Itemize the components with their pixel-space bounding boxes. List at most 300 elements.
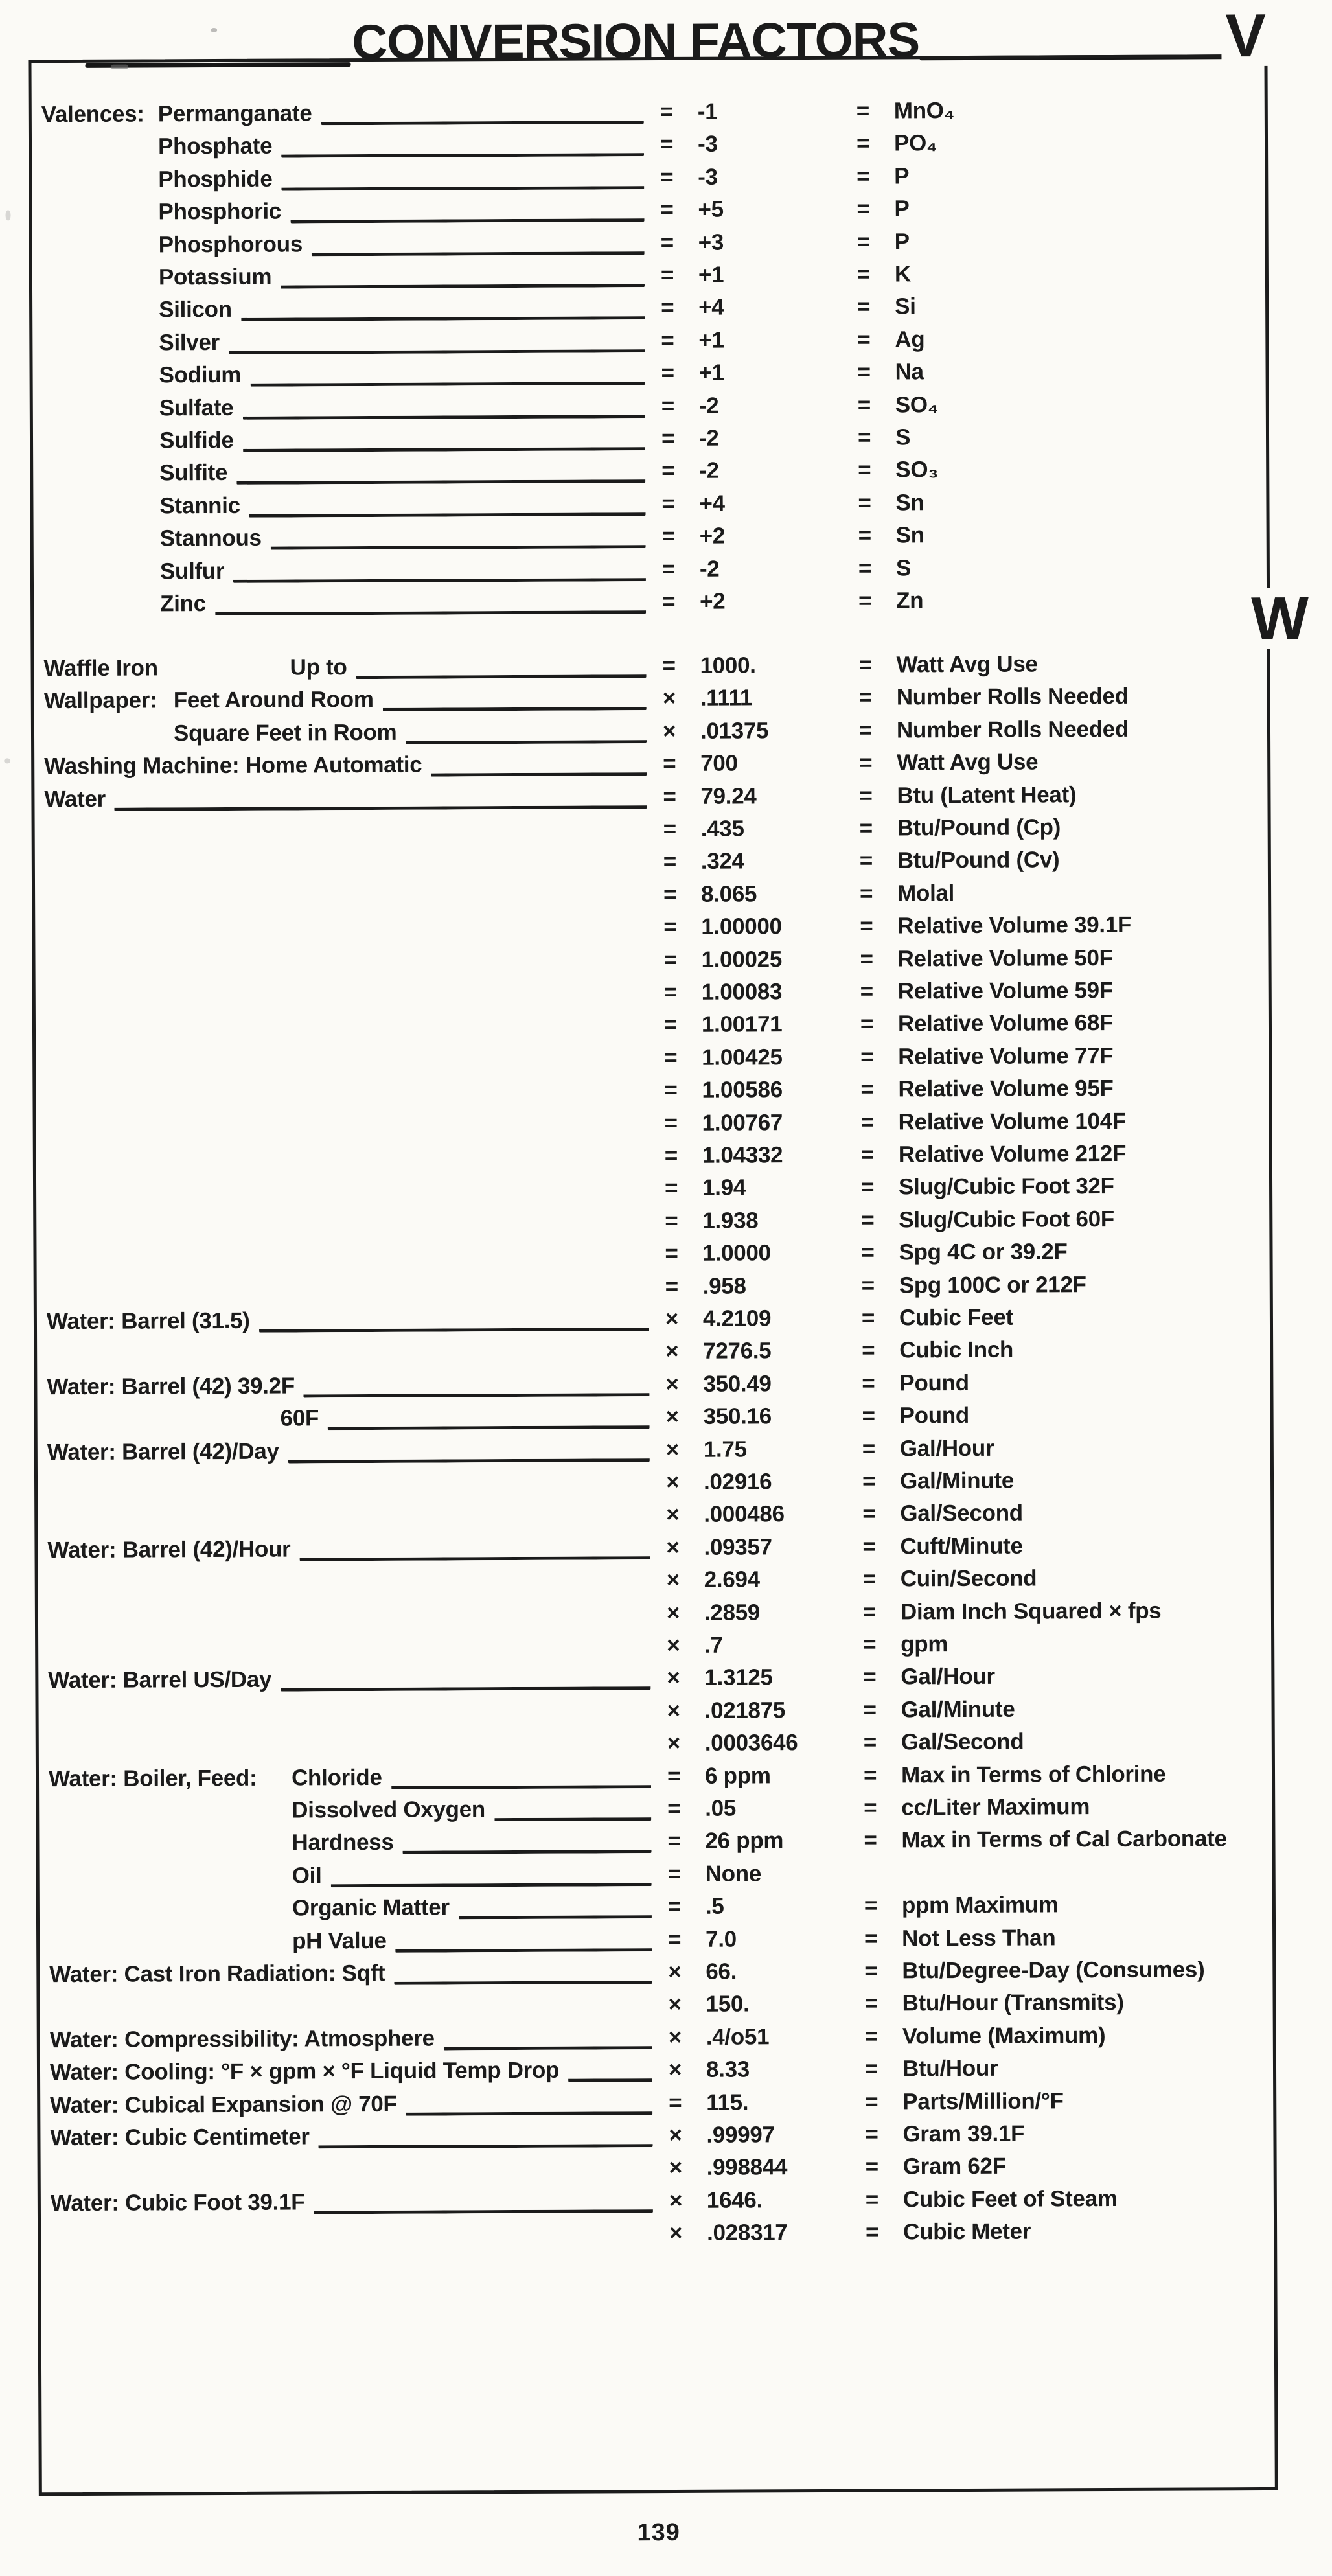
factor-operator: ×	[662, 718, 676, 744]
result-value: Spg 4C or 39.2F	[899, 1239, 1068, 1265]
leader-rule	[312, 227, 645, 256]
result-operator: =	[856, 261, 871, 287]
table-row	[0, 518, 1330, 556]
factor-cell	[666, 1499, 785, 1532]
factor-value: 7276.5	[703, 1338, 772, 1364]
table-row	[5, 2214, 1332, 2253]
result-value: Number Rolls Needed	[896, 684, 1129, 710]
row-label: Water: Barrel (31.5)	[46, 1307, 250, 1335]
table-row	[3, 1594, 1332, 1632]
result-operator: =	[861, 1207, 875, 1233]
factor-value: .021875	[704, 1697, 786, 1723]
factor-value: .5	[705, 1893, 724, 1919]
table-row	[3, 1725, 1332, 1763]
row-label-area	[292, 1924, 658, 1957]
factor-value: None	[705, 1861, 762, 1887]
leader-rule	[271, 520, 646, 550]
result-operator: =	[856, 196, 870, 222]
leader-rule	[319, 2119, 653, 2148]
factor-operator: =	[663, 783, 676, 809]
result-cell	[860, 1007, 1113, 1041]
factor-operator: ×	[668, 2024, 682, 2050]
factor-operator: =	[664, 1077, 678, 1103]
result-cell	[864, 1889, 1059, 1922]
factor-value: 700	[700, 750, 738, 776]
factor-cell	[661, 487, 725, 520]
row-prefix: Wallpaper:	[43, 687, 157, 714]
table-row	[0, 712, 1331, 750]
result-value: Cubic Feet	[899, 1304, 1013, 1331]
table-row	[0, 1006, 1332, 1044]
row-label: Oil	[292, 1863, 322, 1889]
factor-operator: ×	[666, 1567, 680, 1593]
factor-cell	[662, 520, 726, 553]
row-label: Phosphoric	[158, 198, 282, 225]
leader-rule	[288, 1434, 650, 1463]
factor-operator: =	[664, 1142, 678, 1169]
result-cell	[864, 1726, 1024, 1759]
leader-rule	[242, 390, 645, 420]
result-operator: =	[863, 1664, 877, 1690]
table-row	[4, 1855, 1332, 1893]
row-label: Organic Matter	[292, 1894, 450, 1921]
result-cell	[856, 160, 909, 192]
factor-cell	[663, 715, 768, 748]
result-cell	[859, 680, 1129, 714]
factor-value: .0003646	[704, 1730, 798, 1756]
row-label: Up to	[290, 654, 347, 680]
result-value: Gal/Second	[901, 1729, 1024, 1755]
table-row	[1, 1365, 1332, 1403]
row-prefix: Valences:	[41, 101, 144, 128]
table-row	[0, 354, 1329, 393]
result-operator: =	[858, 457, 871, 483]
result-cell	[858, 584, 923, 617]
result-value: Relative Volume 68F	[897, 1010, 1114, 1037]
result-value: Sn	[895, 490, 924, 516]
result-operator: =	[864, 2056, 878, 2082]
factor-operator: =	[663, 849, 677, 875]
factor-operator: =	[661, 523, 675, 549]
factor-value: 79.24	[700, 783, 757, 809]
table-row	[4, 1986, 1332, 2024]
leader-rule	[229, 325, 645, 354]
row-label: 60F	[280, 1405, 319, 1431]
result-cell	[858, 454, 938, 487]
result-value: cc/Liter Maximum	[901, 1794, 1090, 1821]
row-label-area	[50, 2054, 659, 2089]
row-label: Permanganate	[157, 100, 312, 127]
table-row	[2, 1464, 1332, 1502]
factor-cell	[661, 357, 724, 389]
row-label-area	[292, 1793, 658, 1826]
result-value: Gal/Minute	[901, 1696, 1015, 1723]
factor-value: -2	[698, 393, 719, 419]
factor-value: .028317	[707, 2220, 788, 2246]
factor-cell	[668, 1923, 737, 1955]
factor-value: 1.00586	[702, 1077, 783, 1103]
result-cell	[865, 2019, 1106, 2053]
factor-operator: ×	[669, 2220, 683, 2246]
result-operator: =	[865, 2187, 879, 2213]
row-label: Phosphorous	[158, 231, 303, 257]
row-label: Stannic	[159, 492, 240, 519]
factor-cell	[666, 1400, 772, 1433]
factor-operator: ×	[667, 1697, 680, 1723]
result-cell	[866, 2150, 1006, 2183]
result-value: Max in Terms of Chlorine	[901, 1761, 1166, 1788]
row-label-area	[160, 520, 652, 555]
table-row	[0, 811, 1331, 849]
result-operator: =	[858, 555, 872, 581]
leader-rule	[242, 422, 645, 452]
result-value: Relative Volume 77F	[898, 1042, 1114, 1070]
row-label: Dissolved Oxygen	[292, 1797, 485, 1823]
result-cell	[857, 291, 916, 323]
result-operator: =	[858, 490, 871, 516]
factor-operator: ×	[665, 1436, 680, 1462]
row-label-area	[159, 455, 652, 489]
result-value: PO₄	[893, 130, 937, 156]
row-label-area	[292, 1858, 658, 1892]
factor-value: -2	[699, 556, 720, 582]
table-row	[0, 485, 1330, 523]
result-value: Gal/Second	[900, 1500, 1023, 1526]
result-value: Relative Volume 95F	[898, 1075, 1114, 1102]
factor-cell	[661, 292, 724, 324]
result-cell	[860, 877, 954, 910]
factor-cell	[660, 128, 718, 161]
leader-rule	[259, 1303, 650, 1333]
factor-cell	[660, 194, 724, 226]
factor-value: 8.33	[706, 2056, 750, 2082]
factor-cell	[663, 812, 744, 845]
factor-operator: =	[667, 1763, 681, 1789]
factor-operator: =	[667, 1894, 682, 1920]
leader-rule	[444, 2021, 652, 2050]
leader-rule	[241, 292, 645, 322]
factor-operator: =	[661, 490, 675, 516]
result-cell	[859, 746, 1038, 779]
result-value: Btu/Degree-Day (Consumes)	[902, 1957, 1205, 1984]
factor-operator: =	[661, 295, 674, 321]
row-label-area	[50, 2119, 659, 2154]
factor-cell	[668, 1988, 749, 2021]
factor-value: 1.0000	[702, 1240, 771, 1266]
factor-cell	[661, 226, 724, 259]
factor-cell	[665, 1139, 783, 1172]
table-row	[1, 1235, 1332, 1273]
table-row	[0, 321, 1329, 360]
row-label-area	[159, 325, 651, 359]
page-title: CONVERSION FACTORS	[352, 12, 920, 71]
result-operator: =	[862, 1403, 875, 1429]
result-cell	[861, 1170, 1114, 1204]
table-row	[5, 2051, 1332, 2089]
result-value: Btu/Pound (Cv)	[897, 847, 1060, 873]
result-cell	[860, 909, 1131, 943]
row-label: Water: Barrel US/Day	[48, 1667, 272, 1694]
factor-operator: =	[662, 652, 676, 679]
table-row	[0, 974, 1332, 1012]
result-operator: =	[858, 588, 872, 614]
row-label: Water: Barrel (42)/Hour	[47, 1536, 291, 1563]
table-row	[0, 745, 1331, 783]
factor-cell	[663, 943, 782, 976]
result-operator: =	[865, 2121, 878, 2147]
result-operator: =	[864, 1990, 878, 2017]
row-label: Silicon	[159, 297, 232, 323]
factor-value: +5	[698, 196, 724, 222]
result-operator: =	[858, 684, 872, 711]
leader-rule	[290, 194, 645, 223]
factor-cell	[662, 649, 755, 682]
result-cell	[862, 1334, 1013, 1367]
result-value: Relative Volume 59F	[897, 977, 1113, 1004]
factor-value: 150.	[706, 1991, 750, 2018]
table-row	[0, 875, 1331, 914]
factor-value: .99997	[706, 2122, 775, 2148]
table-row	[0, 583, 1330, 621]
table-row	[4, 1888, 1332, 1926]
table-row	[2, 1398, 1332, 1436]
table-row	[3, 1790, 1332, 1828]
factor-cell	[660, 96, 718, 128]
result-operator: =	[864, 1892, 878, 1918]
factor-cell	[668, 1956, 737, 1988]
leader-rule	[281, 129, 644, 158]
result-cell	[856, 95, 954, 128]
result-operator: =	[862, 1599, 877, 1625]
table-row	[0, 843, 1331, 881]
factor-value: .05	[705, 1795, 737, 1821]
table-row	[3, 1823, 1332, 1861]
row-label: Hardness	[292, 1830, 394, 1856]
factor-operator: =	[668, 1926, 682, 1952]
factor-cell	[661, 324, 724, 356]
factor-operator: =	[664, 1044, 678, 1070]
result-cell	[865, 2118, 1024, 2151]
row-label-area	[159, 227, 651, 261]
factor-cell	[663, 910, 782, 943]
leader-rule	[115, 781, 647, 811]
result-cell	[866, 2183, 1118, 2216]
row-label: Phosphate	[157, 133, 273, 159]
factor-operator: ×	[667, 1665, 680, 1691]
result-value: Cuin/Second	[900, 1565, 1037, 1592]
table-row	[0, 93, 1328, 132]
factor-value: 1000.	[700, 652, 756, 678]
row-label: Water: Cubical Expansion @ 70F	[50, 2091, 397, 2118]
leader-rule	[383, 683, 647, 712]
row-label: Phosphide	[158, 166, 273, 192]
result-value: Parts/Million/°F	[902, 2087, 1064, 2115]
factor-operator: =	[664, 1110, 678, 1136]
table-row	[1, 1202, 1332, 1240]
factor-operator: =	[667, 1828, 681, 1854]
factor-cell	[662, 586, 726, 618]
leader-rule	[314, 2185, 653, 2214]
result-value: gpm	[901, 1631, 948, 1657]
result-operator: =	[865, 2089, 878, 2115]
result-operator: =	[859, 783, 873, 809]
factor-value: 350.49	[703, 1371, 772, 1397]
factor-cell	[667, 1596, 760, 1629]
result-cell	[858, 519, 924, 551]
leader-rule	[494, 1793, 652, 1821]
result-value: P	[894, 163, 910, 189]
table-row	[3, 1561, 1332, 1600]
row-label-area	[50, 2021, 659, 2056]
factor-operator: ×	[668, 1959, 682, 1984]
result-operator: =	[856, 98, 870, 124]
row-prefix: Water: Boiler, Feed:	[48, 1765, 257, 1791]
table-row	[3, 1757, 1332, 1795]
result-operator: =	[862, 1566, 876, 1592]
result-cell	[863, 1628, 948, 1661]
result-operator: =	[857, 424, 871, 450]
factor-cell	[667, 1727, 798, 1760]
table-row	[4, 1920, 1332, 1959]
table-row	[1, 1104, 1332, 1142]
factor-cell	[669, 2086, 748, 2119]
factor-operator: =	[663, 881, 677, 907]
factor-value: 1.94	[702, 1175, 746, 1201]
row-label: Feet Around Room	[173, 687, 374, 713]
factor-operator: =	[663, 1012, 678, 1038]
result-value: Number Rolls Needed	[896, 716, 1129, 743]
row-label: Potassium	[158, 264, 272, 290]
leader-rule	[236, 455, 645, 485]
leader-rule	[459, 1891, 652, 1919]
factor-value: .7	[704, 1632, 723, 1658]
result-cell	[864, 1922, 1055, 1955]
row-label: Sulfate	[159, 395, 234, 420]
result-cell	[862, 1465, 1014, 1498]
result-operator: =	[862, 1501, 876, 1527]
factor-value: +1	[698, 360, 724, 385]
result-value: Gram 62F	[902, 2154, 1006, 2179]
row-label-area	[292, 1760, 658, 1794]
result-cell	[864, 1823, 1226, 1857]
row-label-area	[47, 1532, 656, 1567]
factor-value: -3	[697, 132, 718, 157]
row-label: Water: Cast Iron Radiation: Sqft	[49, 1960, 385, 1988]
factor-operator: ×	[666, 1600, 680, 1626]
factor-operator: =	[661, 425, 675, 452]
row-label: Sulfur	[159, 558, 225, 584]
factor-value: 1646.	[706, 2187, 763, 2213]
result-value: Volume (Maximum)	[902, 2022, 1106, 2049]
table-row	[5, 2149, 1332, 2187]
result-value: S	[895, 555, 912, 581]
result-operator: =	[861, 1239, 875, 1265]
leader-rule	[402, 1826, 651, 1855]
result-value: SO₃	[895, 457, 939, 483]
result-cell	[860, 844, 1060, 877]
table-row	[0, 550, 1330, 588]
table-row	[5, 2084, 1332, 2122]
factor-cell	[664, 1009, 783, 1042]
factor-cell	[669, 2119, 774, 2152]
factor-value: 1.75	[703, 1436, 747, 1462]
factor-value: +4	[698, 294, 724, 321]
result-operator: =	[857, 294, 871, 320]
result-cell	[863, 1693, 1015, 1726]
result-cell	[856, 193, 909, 225]
row-label-area	[158, 96, 650, 130]
row-label-area	[50, 2087, 659, 2122]
factor-cell	[669, 2216, 788, 2249]
factor-cell	[665, 1172, 746, 1205]
table-row	[0, 452, 1329, 490]
row-label-area	[159, 488, 652, 522]
factor-operator: ×	[666, 1502, 680, 1528]
table-row	[1, 1169, 1332, 1208]
result-operator: =	[864, 1827, 877, 1854]
result-value: Ag	[895, 327, 925, 352]
row-label-area	[48, 1662, 657, 1697]
row-label-area	[174, 715, 653, 750]
result-operator: =	[861, 1305, 875, 1331]
factor-operator: ×	[667, 1632, 680, 1659]
factor-value: 1.3125	[704, 1664, 773, 1691]
result-value: Relative Volume 212F	[898, 1140, 1127, 1167]
table-row	[1, 1333, 1332, 1371]
factor-cell	[665, 1302, 771, 1335]
result-cell	[863, 1563, 1037, 1596]
result-value: K	[894, 261, 911, 287]
factor-cell	[661, 422, 719, 455]
leader-rule	[431, 748, 647, 776]
result-cell	[863, 1594, 1162, 1628]
row-label: Sulfide	[159, 427, 234, 454]
table-row	[3, 1659, 1332, 1697]
result-value: Zn	[896, 588, 924, 614]
result-value: Spg 100C or 212F	[899, 1271, 1086, 1298]
factor-operator: =	[667, 1861, 681, 1887]
result-operator: =	[860, 1076, 874, 1102]
factor-operator: =	[660, 98, 674, 125]
result-value: Gram 39.1F	[902, 2121, 1025, 2147]
factor-cell	[665, 1270, 746, 1303]
result-cell	[857, 225, 910, 258]
row-label: Sulfite	[159, 460, 228, 486]
result-cell	[864, 1758, 1166, 1791]
factor-operator: ×	[668, 2057, 682, 2083]
result-cell	[864, 1986, 1123, 2020]
factor-value: .02916	[703, 1469, 772, 1495]
row-label: Washing Machine: Home Automatic	[44, 752, 422, 779]
factor-operator: =	[663, 914, 677, 940]
table-row	[0, 158, 1328, 196]
factor-operator: =	[665, 1273, 678, 1299]
result-cell	[863, 1661, 995, 1694]
factor-value: 1.00425	[702, 1044, 783, 1070]
table-row	[0, 224, 1329, 262]
table-row	[0, 257, 1329, 295]
result-operator: =	[860, 1011, 874, 1037]
row-label-area	[47, 1368, 656, 1403]
section-letter-v: V	[1221, 5, 1270, 66]
result-operator: =	[864, 1926, 878, 1951]
table-row	[0, 289, 1329, 327]
factor-cell	[669, 2021, 770, 2054]
result-cell	[864, 1791, 1090, 1824]
leader-rule	[328, 1401, 650, 1430]
result-value: P	[894, 196, 910, 222]
result-value: P	[894, 228, 910, 255]
